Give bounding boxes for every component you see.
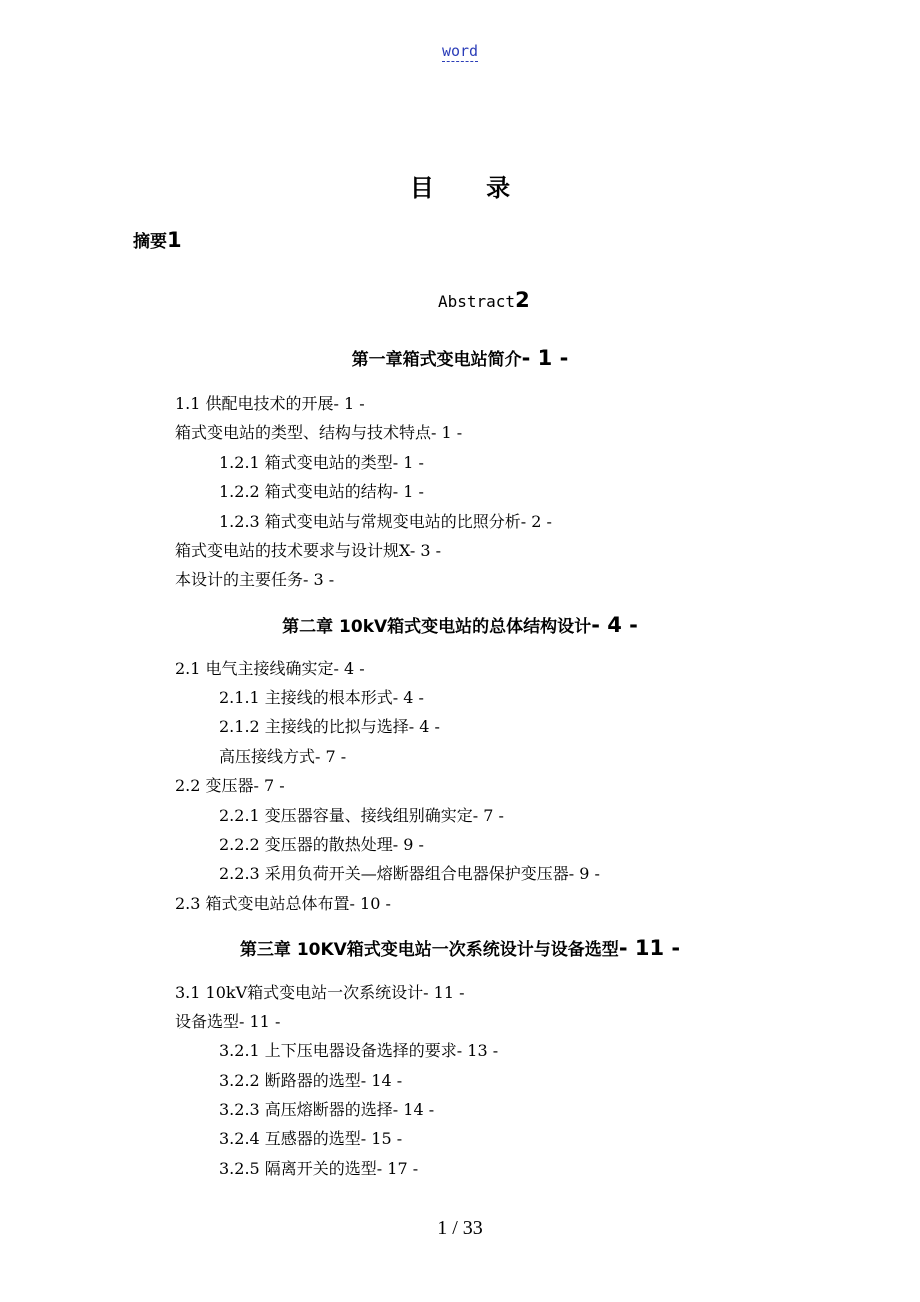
toc-item[interactable]: 1.2.3 箱式变电站与常规变电站的比照分析- 2 - bbox=[219, 512, 552, 531]
toc-item[interactable]: 3.2.1 上下压电器设备选择的要求- 13 - bbox=[219, 1041, 499, 1060]
chapter-title: 第三章 10KV箱式变电站一次系统设计与设备选型 bbox=[239, 940, 619, 960]
toc-item[interactable]: 2.2.3 采用负荷开关—熔断器组合电器保护变压器- 9 - bbox=[219, 864, 600, 883]
toc-item[interactable]: 1.1 供配电技术的开展- 1 - bbox=[175, 394, 365, 413]
toc-item[interactable]: 本设计的主要任务- 3 - bbox=[175, 570, 335, 589]
toc-entry-page: 2 bbox=[515, 288, 530, 312]
header-word-link[interactable] bbox=[0, 42, 920, 60]
toc-item[interactable]: 2.2.1 变压器容量、接线组别确实定- 7 - bbox=[219, 806, 504, 825]
toc-title: 目 录 bbox=[409, 174, 533, 202]
toc-item[interactable]: 2.1.2 主接线的比拟与选择- 4 - bbox=[219, 717, 440, 736]
toc-item[interactable]: 1.2.2 箱式变电站的结构- 1 - bbox=[219, 482, 424, 501]
toc-item[interactable]: 3.2.5 隔离开关的选型- 17 - bbox=[219, 1159, 419, 1178]
toc-item[interactable]: 高压接线方式- 7 - bbox=[219, 747, 347, 766]
toc-entry-abstract-en[interactable] bbox=[438, 290, 530, 312]
toc-entry-label: Abstract bbox=[438, 292, 516, 311]
toc-item[interactable]: 箱式变电站的技术要求与设计规X- 3 - bbox=[175, 541, 441, 560]
toc-item[interactable]: 3.2.3 高压熔断器的选择- 14 - bbox=[219, 1100, 435, 1119]
toc-item[interactable]: 2.2.2 变压器的散热处理- 9 - bbox=[219, 835, 424, 854]
chapter-page: - 1 - bbox=[521, 346, 569, 370]
chapter-title: 第二章 10kV箱式变电站的总体结构设计 bbox=[282, 617, 592, 637]
page-indicator: 1 / 33 bbox=[437, 1217, 483, 1239]
toc-item[interactable]: 3.2.4 互感器的选型- 15 - bbox=[219, 1129, 403, 1148]
toc-entry-page: 1 bbox=[167, 228, 182, 252]
chapter-title: 第一章箱式变电站简介 bbox=[351, 350, 522, 370]
toc-chapter-1[interactable] bbox=[0, 348, 920, 370]
toc-chapter-3[interactable] bbox=[0, 938, 920, 960]
toc-item[interactable]: 箱式变电站的类型、结构与技术特点- 1 - bbox=[175, 423, 463, 442]
chapter-page: - 4 - bbox=[591, 613, 638, 637]
toc-item[interactable]: 2.1 电气主接线确实定- 4 - bbox=[175, 659, 365, 678]
toc-item[interactable]: 设备选型- 11 - bbox=[175, 1012, 281, 1031]
toc-chapter-2[interactable] bbox=[0, 615, 920, 637]
toc-item[interactable]: 3.2.2 断路器的选型- 14 - bbox=[219, 1071, 403, 1090]
toc-item[interactable]: 1.2.1 箱式变电站的类型- 1 - bbox=[219, 453, 424, 472]
header-link-text[interactable]: word bbox=[441, 42, 479, 60]
toc-item[interactable]: 2.3 箱式变电站总体布置- 10 - bbox=[175, 894, 391, 913]
chapter-page: - 11 - bbox=[618, 936, 681, 960]
toc-item[interactable]: 3.1 10kV箱式变电站一次系统设计- 11 - bbox=[175, 983, 465, 1002]
toc-item[interactable]: 2.2 变压器- 7 - bbox=[175, 776, 285, 795]
toc-item[interactable]: 2.1.1 主接线的根本形式- 4 - bbox=[219, 688, 424, 707]
toc-entry-abstract-cn[interactable] bbox=[133, 230, 182, 252]
toc-entry-label: 摘要 bbox=[133, 232, 167, 252]
